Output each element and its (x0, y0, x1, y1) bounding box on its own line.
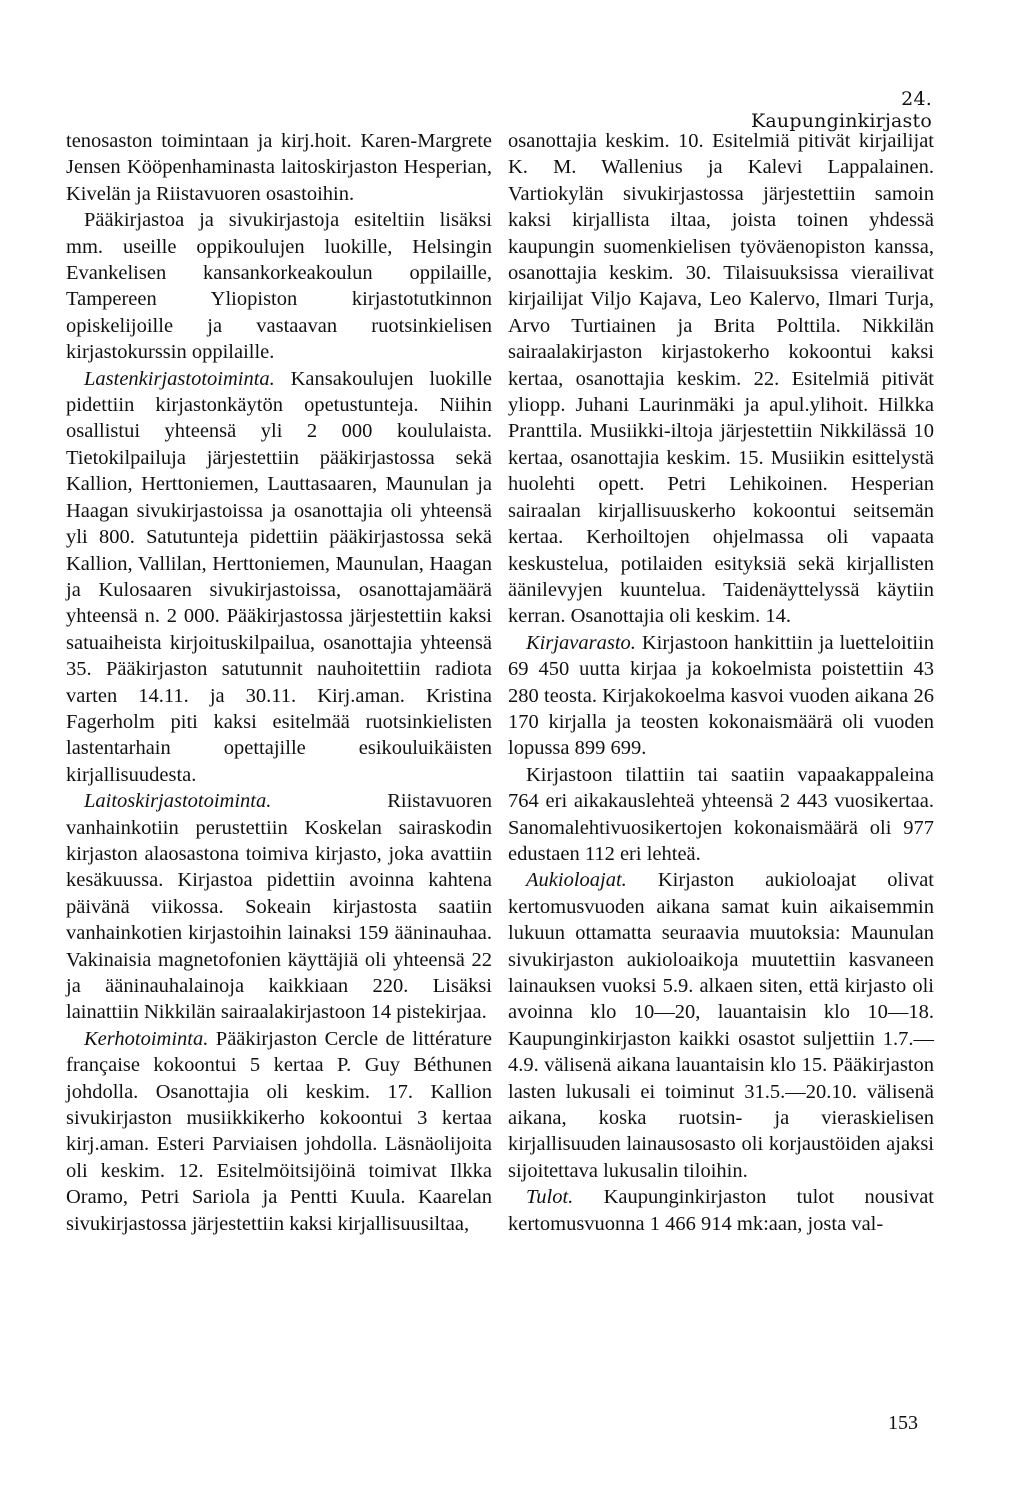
paragraph (508, 630, 934, 762)
paragraph: Kirjastoon tilattiin tai saatiin vapaakappaleina 764 eri aikakauslehteä yhteensä 2 443 vuosikertaa. Sanomalehtivuosikertojen kokonaismäärä oli 977 edustaen 112 eri lehteä. (508, 763, 934, 865)
section-title: Tulot. (526, 1186, 574, 1209)
paragraph (508, 867, 934, 1184)
section-title: Kerhotoiminta. (84, 1027, 209, 1050)
running-header: 24. Kaupunginkirjasto (751, 88, 932, 132)
paragraph: Pääkirjastoa ja sivukirjastoja esiteltiin lisäksi mm. useille oppikoulujen luokille, Helsingin Evankelisen kansankorkeakoulun oppilaille, Tampereen Yliopiston kirjastotutkinnon opiskelijoille ja vastaavan ruotsinkielisen kirjastokurssin oppilaille. (66, 209, 492, 364)
left-column (66, 128, 492, 1237)
paragraph (66, 1026, 492, 1237)
paragraph-body: Kirjaston aukioloajat olivat kertomusvuoden aikana samat kuin aikaisemmin lukuun ottamatta seuraavia muutoksia: Maunulan sivukirjaston aukioloaikoja muutettiin kasvaneen lainauksen vuoksi 5.9. alkaen siten, että kirjasto oli avoinna klo 10—20, lauantaisin klo 10—18. Kaupunginkirjaston kaikki osastot suljettiin 1.7.—4.9. välisenä aikana lauantaisin klo 15. Pääkirjaston lasten lukusali ei toiminut 31.5.—20.10. välisenä aikana, koska ruotsin- ja vieraskielisen kirjallisuuden lainausosasto oli korjaustöiden ajaksi sijoitettava lukusalin tiloihin. (508, 869, 934, 1182)
paragraph (66, 788, 492, 1026)
page-number: 153 (888, 1412, 918, 1434)
paragraph: tenosaston toimintaan ja kirj.hoit. Karen-Margrete Jensen Kööpenhaminasta laitoskirjaston Hesperian, Kivelän ja Riistavuoren osastoihin. (66, 130, 492, 205)
section-title: Aukioloajat. (526, 869, 627, 892)
paragraph: osanottajia keskim. 10. Esitelmiä pitivät kirjailijat K. M. Wallenius ja Kalevi Lappalainen. Vartiokylän sivukirjastossa järjestettiin samoin kaksi kirjallista iltaa, joista toinen yhdessä kaupungin suomenkielisen työväenopiston kanssa, osanottajia keskim. 30. Tilaisuuksissa vierailivat kirjailijat Viljo Kajava, Leo Kalervo, Ilmari Turja, Arvo Turtiainen ja Brita Polttila. Nikkilän sairaalakirjaston kirjastokerho kokoontui kaksi kertaa, osanottajia keskim. 22. Esitelmiä pitivät yliopp. Juhani Laurinmäki ja apul.ylihoit. Hilkka Pranttila. Musiikki-iltoja järjestettiin Nikkilässä 10 kertaa, osanottajia keskim. 15. Musiikin esittelystä huolehti opett. Petri Lehikoinen. Hesperian sairaalan kirjallisuuskerho kokoontui seitsemän kertaa. Kerhoiltojen ohjelmassa oli vapaata keskustelua, potilaiden esityksiä sekä kirjallisten äänilevyjen kuuntelua. Taidenäyttelyssä käytiin kerran. Osanottajia oli keskim. 14. (508, 130, 934, 628)
paragraph-body: Kansakoulujen luokille pidettiin kirjastonkäytön opetustunteja. Niihin osallistui yhteensä yli 2 000 koululaista. Tietokilpailuja järjestettiin pääkirjastossa sekä Kallion, Herttoniemen, Lauttasaaren, Maunulan ja Haagan sivukirjastoissa ja osanottajia oli yhteensä yli 800. Satutunteja pidettiin pääkirjastossa sekä Kallion, Vallilan, Herttoniemen, Maunulan, Haagan ja Kulosaaren sivukirjastoissa, osanottajamäärä yhteensä n. 2 000. Pääkirjastossa järjestettiin kaksi satuaiheista kirjoituskilpailua, osanottajia yhteensä 35. Pääkirjaston satutunnit nauhoitettiin radiota varten 14.11. ja 30.11. Kirj.aman. Kristina Fagerholm piti kaksi esitelmää ruotsinkielisten lastentarhain opettajille esikouluikäisten kirjallisuudesta. (66, 367, 492, 786)
paragraph-body: Kaupunginkirjaston tulot nousivat kertomusvuonna 1 466 914 mk:aan, josta val- (508, 1186, 934, 1235)
right-column (508, 128, 934, 1237)
section-title: Lastenkirjastotoiminta. (84, 367, 275, 390)
section-title: Kirjavarasto. (526, 631, 636, 654)
paragraph (508, 1184, 934, 1237)
paragraph-body: Riistavuoren vanhainkotiin perustettiin Koskelan sairaskodin kirjaston alaosastona toimiva kirjasto, joka avattiin kesäkuussa. Kirjastoa pidettiin avoinna kahtena päivänä viikossa. Sokeain kirjastosta saatiin vanhainkotien kirjastoihin lainaksi 159 ääninauhaa. Vakinaisia magnetofonien käyttäjiä oli yhteensä 22 ja ääninauhalainoja kaikkiaan 220. Lisäksi lainattiin Nikkilän sairaalakirjastoon 14 pistekirjaa. (66, 790, 492, 1024)
section-title: Laitoskirjastotoiminta. (84, 790, 272, 813)
paragraph-body: Pääkirjaston Cercle de littérature française kokoontui 5 kertaa P. Guy Béthunen johdolla. Osanottajia oli keskim. 17. Kallion sivukirjaston musiikkikerho kokoontui 3 kertaa kirj.aman. Esteri Parviaisen johdolla. Läsnäolijoita oli keskim. 12. Esitelmöitsijöinä toimivat Ilkka Oramo, Petri Sariola ja Pentti Kuula. Kaarelan sivukirjastossa järjestettiin kaksi kirjallisuusiltaa, (66, 1027, 492, 1235)
paragraph (66, 366, 492, 789)
paragraph-body: Kirjastoon hankittiin ja luetteloitiin 69 450 uutta kirjaa ja kokoelmista poistettiin 43 280 teosta. Kirjakokoelma kasvoi vuoden aikana 26 170 kirjalla ja teosten kokonaismäärä oli vuoden lopussa 899 699. (508, 631, 934, 760)
